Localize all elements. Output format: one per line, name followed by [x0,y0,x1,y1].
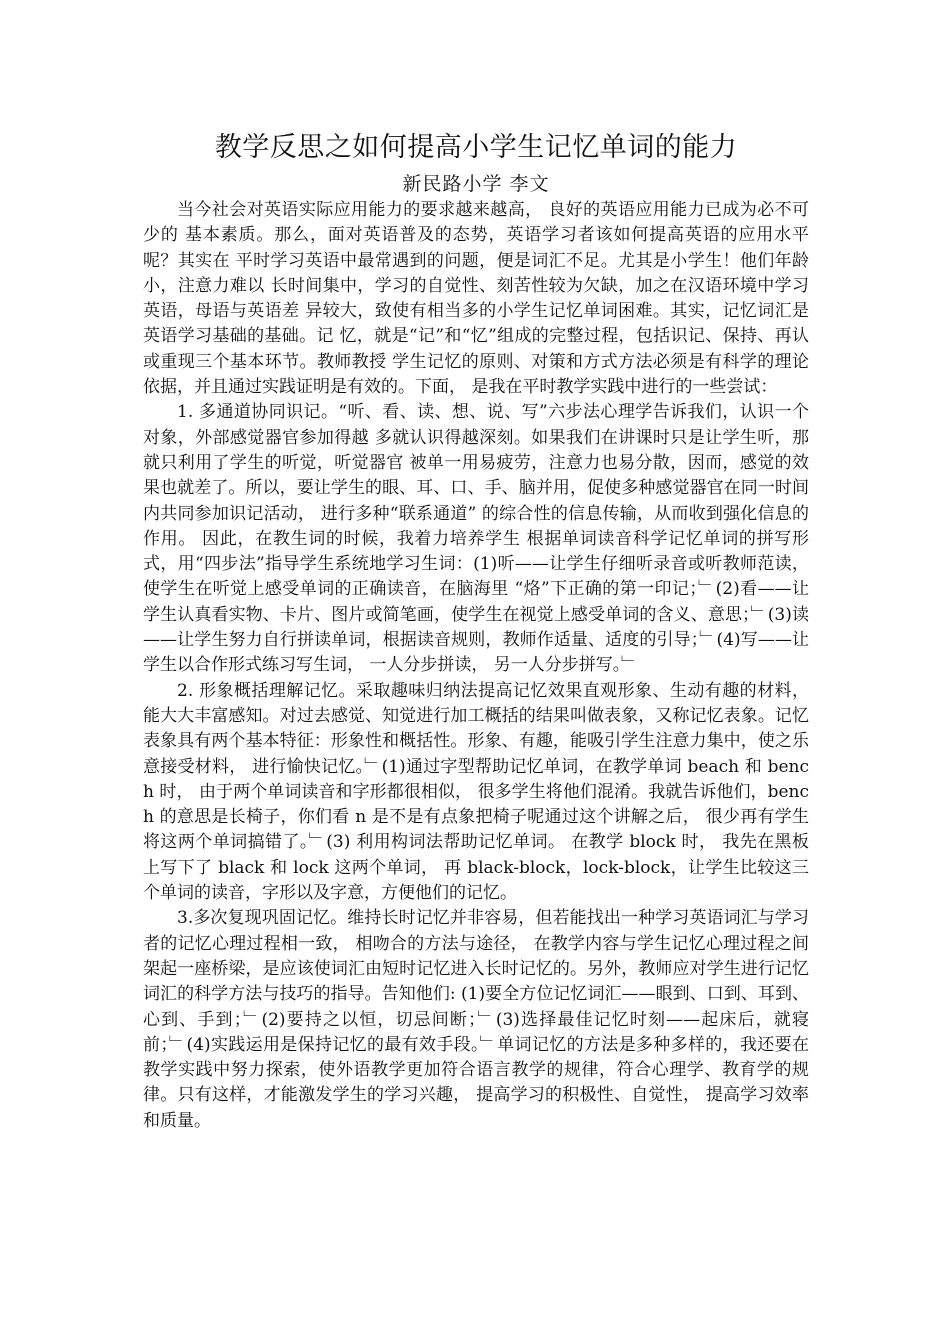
author-byline: 新民路小学 李文 [402,173,550,195]
paragraph-method-1: 1. 多通道协同识记。“听、看、读、想、说、写”六步法心理学告诉我们，认识一个对象，外部感觉器官参加得越 多就认识得越深刻。如果我们在讲课时只是让学生听，那就只利用了学生的听觉，听觉器官 被单一用易疲劳，注意力也易分散，因而，感觉的效果也就差了。所以，要让学生的眼、耳、口、手、脑并用，促使多种感觉器官在同一时间内共同参加识记活动， 进行多种“联系通道” 的综合性的信息传输，从而收到强化信息的作用。 因此，在教生词的时候，我着力培养学生 根据单词读音科学记忆单词的拼写形式，用“四步法”指导学生系统地学习生词：(1)听——让学生仔细听录音或听教师范读， 使学生在听觉上感受单词的正确读音，在脑海里 “烙”下正确的第一印记；﹂(2)看——让学生认真看实物、卡片、图片或简笔画，使学生在视觉上感受单词的含义、意思；﹂(3)读——让学生努力自行拼读单词，根据读音规则，教师作适量、适度的引导；﹂(4)写——让学生以合作形式练习写生词， 一人分步拼读， 另一人分步拼写。﹂ [143,402,809,676]
paragraph-method-2: 2. 形象概括理解记忆。采取趣味归纳法提高记忆效果直观形象、生动有趣的材料，能大大丰富感知。对过去感觉、知觉进行加工概括的结果叫做表象，又称记忆表象。记忆表象具有两个基本特征：形象性和概括性。形象、有趣，能吸引学生注意力集中，使之乐意接受材料， 进行愉快记忆。﹂(1)通过字型帮助记忆单词，在教学单词 beach 和 bench 时， 由于两个单词读音和字形都很相似， 很多学生将他们混淆。我就告诉他们，bench 的意思是长椅子，你们看 n 是不是有点象把椅子呢通过这个讲解之后， 很少再有学生将这两个单词搞错了。﹂(3) 利用构词法帮助记忆单词。 在教学 block 时， 我先在黑板上写下了 black 和 lock 这两个单词， 再 black-block，lock-block，让学生比较这三个单词的读音，字形以及字意，方便他们的记忆。 [143,680,809,904]
document-page [143,128,809,1134]
document-title: 教学反思之如何提高小学生记忆单词的能力 [214,132,738,163]
paragraph-intro: 当今社会对英语实际应用能力的要求越来越高， 良好的英语应用能力已成为必不可少的 基本素质。那么，面对英语普及的态势，英语学习者该如何提高英语的应用水平呢？其实在 平时学习英语中最常遇到的问题，便是词汇不足。尤其是小学生！他们年龄小，注意力难以 长时间集中，学习的自觉性、刻苦性较为欠缺，加之在汉语环境中学习英语，母语与英语差 异较大，致使有相当多的小学生记忆单词困难。其实，记忆词汇是英语学习基础的基础。记 忆，就是“记”和“忆”组成的完整过程，包括识记、保持、再认或重现三个基本环节。教师教授 学生记忆的原则、对策和方式方法必须是有科学的理论依据，并且通过实践证明是有效的。下面， 是我在平时教学实践中进行的一些尝试： [143,200,809,398]
paragraph-method-3: 3.多次复现巩固记忆。维持长时记忆并非容易，但若能找出一种学习英语词汇与学习者的记忆心理过程相一致， 相吻合的方法与途径， 在教学内容与学生记忆心理过程之间架起一座桥梁，是应该使词汇由短时记忆进入长时记忆的。另外，教师应对学生进行记忆词汇的科学方法与技巧的指导。告知他们: (1)要全方位记忆词汇——眼到、口到、耳到、心到、手到；﹂(2)要持之以恒，切忌间断；﹂(3)选择最佳记忆时刻——起床后，就寝前；﹂(4)实践运用是保持记忆的最有效手段。﹂单词记忆的方法是多种多样的，我还要在教学实践中努力探索，使外语教学更加符合语言教学的规律，符合心理学、教育学的规律。只有这样，才能激发学生的学习兴趣， 提高学习的积极性、自觉性， 提高学习效率和质量。 [143,908,809,1131]
